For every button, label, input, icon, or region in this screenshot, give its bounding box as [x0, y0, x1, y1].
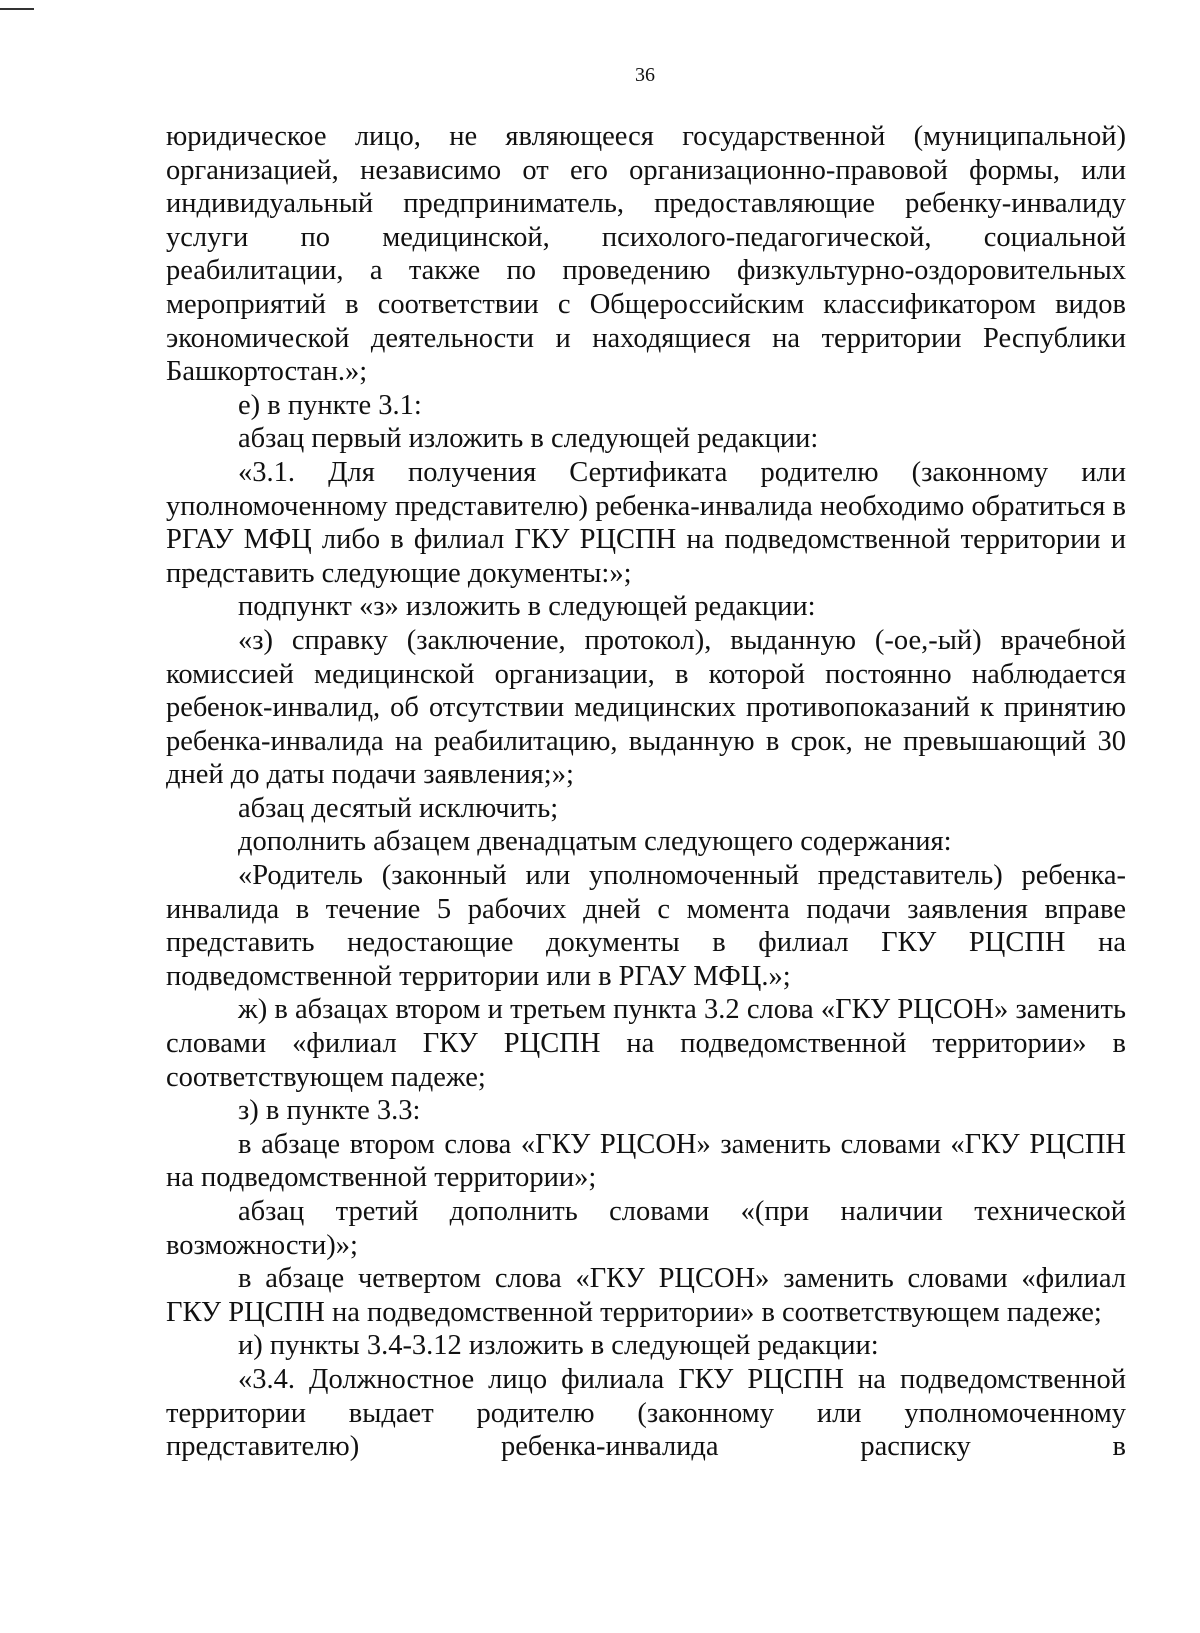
paragraph: «3.1. Для получения Сертификата родителю (законному или уполномоченному представителю) ребенка-инвалида необходимо обратиться в РГАУ МФЦ либо в филиал ГКУ РЦСПН на подведомственной территории и представить следующие документы:»;	[166, 456, 1126, 589]
paragraph: юридическое лицо, не являющееся государственной (муниципальной) организацией, независимо от его организационно-правовой формы, или индивидуальный предприниматель, предоставляющие ребенку-инвалиду услуги по медицинской, психолого-педагогической, социальной реабилитации, а также по проведению физкультурно-оздоровительных мероприятий в соответствии с Общероссийским классификатором видов экономической деятельности и находящиеся на территории Республики Башкортостан.»;	[166, 121, 1126, 388]
paragraph: абзац десятый исключить;	[238, 792, 559, 824]
document-body	[166, 120, 1126, 1464]
paragraph: дополнить абзацем двенадцатым следующего содержания:	[238, 826, 952, 858]
paragraph: в абзаце втором слова «ГКУ РЦСОН» заменить словами «ГКУ РЦСПН на подведомственной территории»;	[166, 1128, 1126, 1194]
paragraph: е) в пункте 3.1:	[238, 389, 422, 421]
paragraph: «з) справку (заключение, протокол), выданную (-ое,-ый) врачебной комиссией медицинской организации, в которой постоянно наблюдается ребенок-инвалид, об отсутствии медицинских противопоказаний к принятию ребенка-инвалида на реабилитацию, выданную в срок, не превышающий 30 дней до даты подачи заявления;»;	[166, 624, 1126, 791]
paragraph: подпункт «з» изложить в следующей редакции:	[238, 591, 816, 623]
paragraph: в абзаце четвертом слова «ГКУ РЦСОН» заменить словами «филиал ГКУ РЦСПН на подведомственной территории» в соответствующем падеже;	[166, 1263, 1126, 1328]
paragraph: «3.4. Должностное лицо филиала ГКУ РЦСПН на подведомственной территории выдает родителю (законному или уполномоченному представителю) ребенка-инвалида расписку в	[166, 1363, 1126, 1463]
paragraph: «Родитель (законный или уполномоченный представитель) ребенка-инвалида в течение 5 рабочих дней с момента подачи заявления вправе представить недостающие документы в филиал ГКУ РЦСПН на подведомственной территории или в РГАУ МФЦ.»;	[166, 860, 1126, 992]
paragraph: абзац первый изложить в следующей редакции:	[238, 423, 819, 455]
paragraph: и) пункты 3.4-3.12 изложить в следующей редакции:	[238, 1330, 879, 1362]
page-number: 36	[635, 64, 655, 86]
paragraph: з) в пункте 3.3:	[238, 1095, 421, 1127]
scan-edge-mark	[0, 8, 34, 10]
paragraph: абзац третий дополнить словами «(при наличии технической возможности)»;	[166, 1196, 1126, 1261]
paragraph: ж) в абзацах втором и третьем пункта 3.2 слова «ГКУ РЦСОН» заменить словами «филиал ГКУ РЦСПН на подведомственной территории» в соответствующем падеже;	[166, 994, 1126, 1093]
